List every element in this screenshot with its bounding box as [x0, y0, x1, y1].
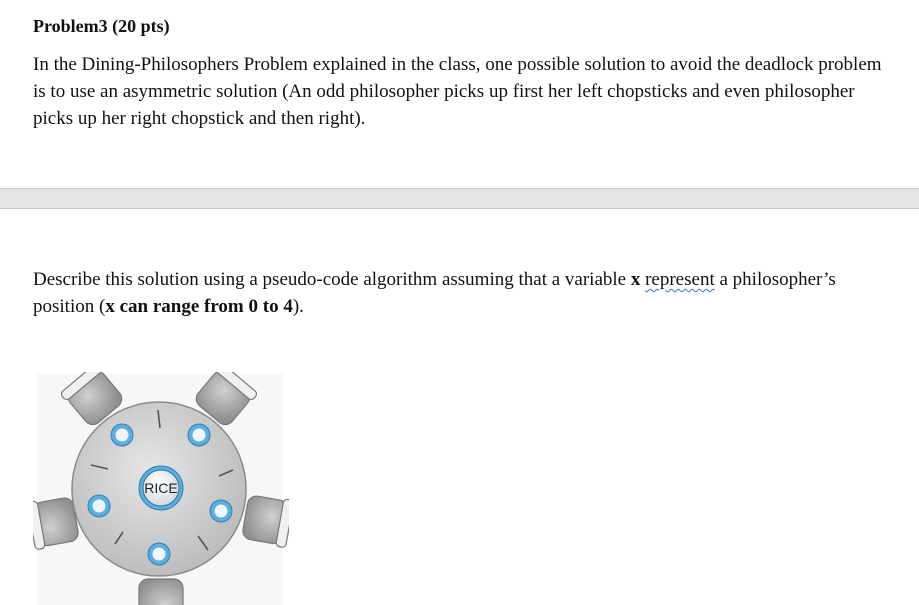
task-line-1 [33, 266, 913, 293]
problem-intro [33, 51, 919, 132]
plate [148, 543, 170, 565]
task-text: ). [292, 296, 304, 317]
task-description [33, 266, 913, 320]
task-text: position ( [33, 296, 106, 317]
plate [210, 500, 232, 522]
range-text: x can range from 0 to 4 [105, 296, 293, 317]
rice-label: RICE [144, 480, 178, 496]
task-text: Describe this solution using a pseudo-code algorithm assuming that a variable [33, 269, 631, 290]
plate [111, 424, 133, 446]
variable-x: x [630, 269, 641, 290]
plate [188, 424, 210, 446]
intro-line: picks up her right chopstick and then right). [33, 108, 366, 129]
table-illustration [33, 372, 289, 605]
problem-title: Problem3 (20 pts) [33, 16, 170, 36]
chair-right [241, 493, 289, 548]
task-text: a philosopher’s [714, 269, 836, 290]
intro-line: is to use an asymmetric solution (An odd philosopher picks up first her left chopsticks and even philosopher [33, 81, 855, 102]
rice-bowl [139, 466, 183, 510]
dining-philosophers-figure [33, 372, 289, 605]
spelling-flagged-word[interactable]: represent [645, 269, 715, 290]
intro-line: In the Dining-Philosophers Problem explained in the class, one possible solution to avoid the deadlock problem [33, 54, 882, 75]
section-divider [0, 188, 919, 209]
chair-bottom [137, 579, 185, 605]
plate [88, 495, 110, 517]
task-line-2 [33, 293, 913, 320]
